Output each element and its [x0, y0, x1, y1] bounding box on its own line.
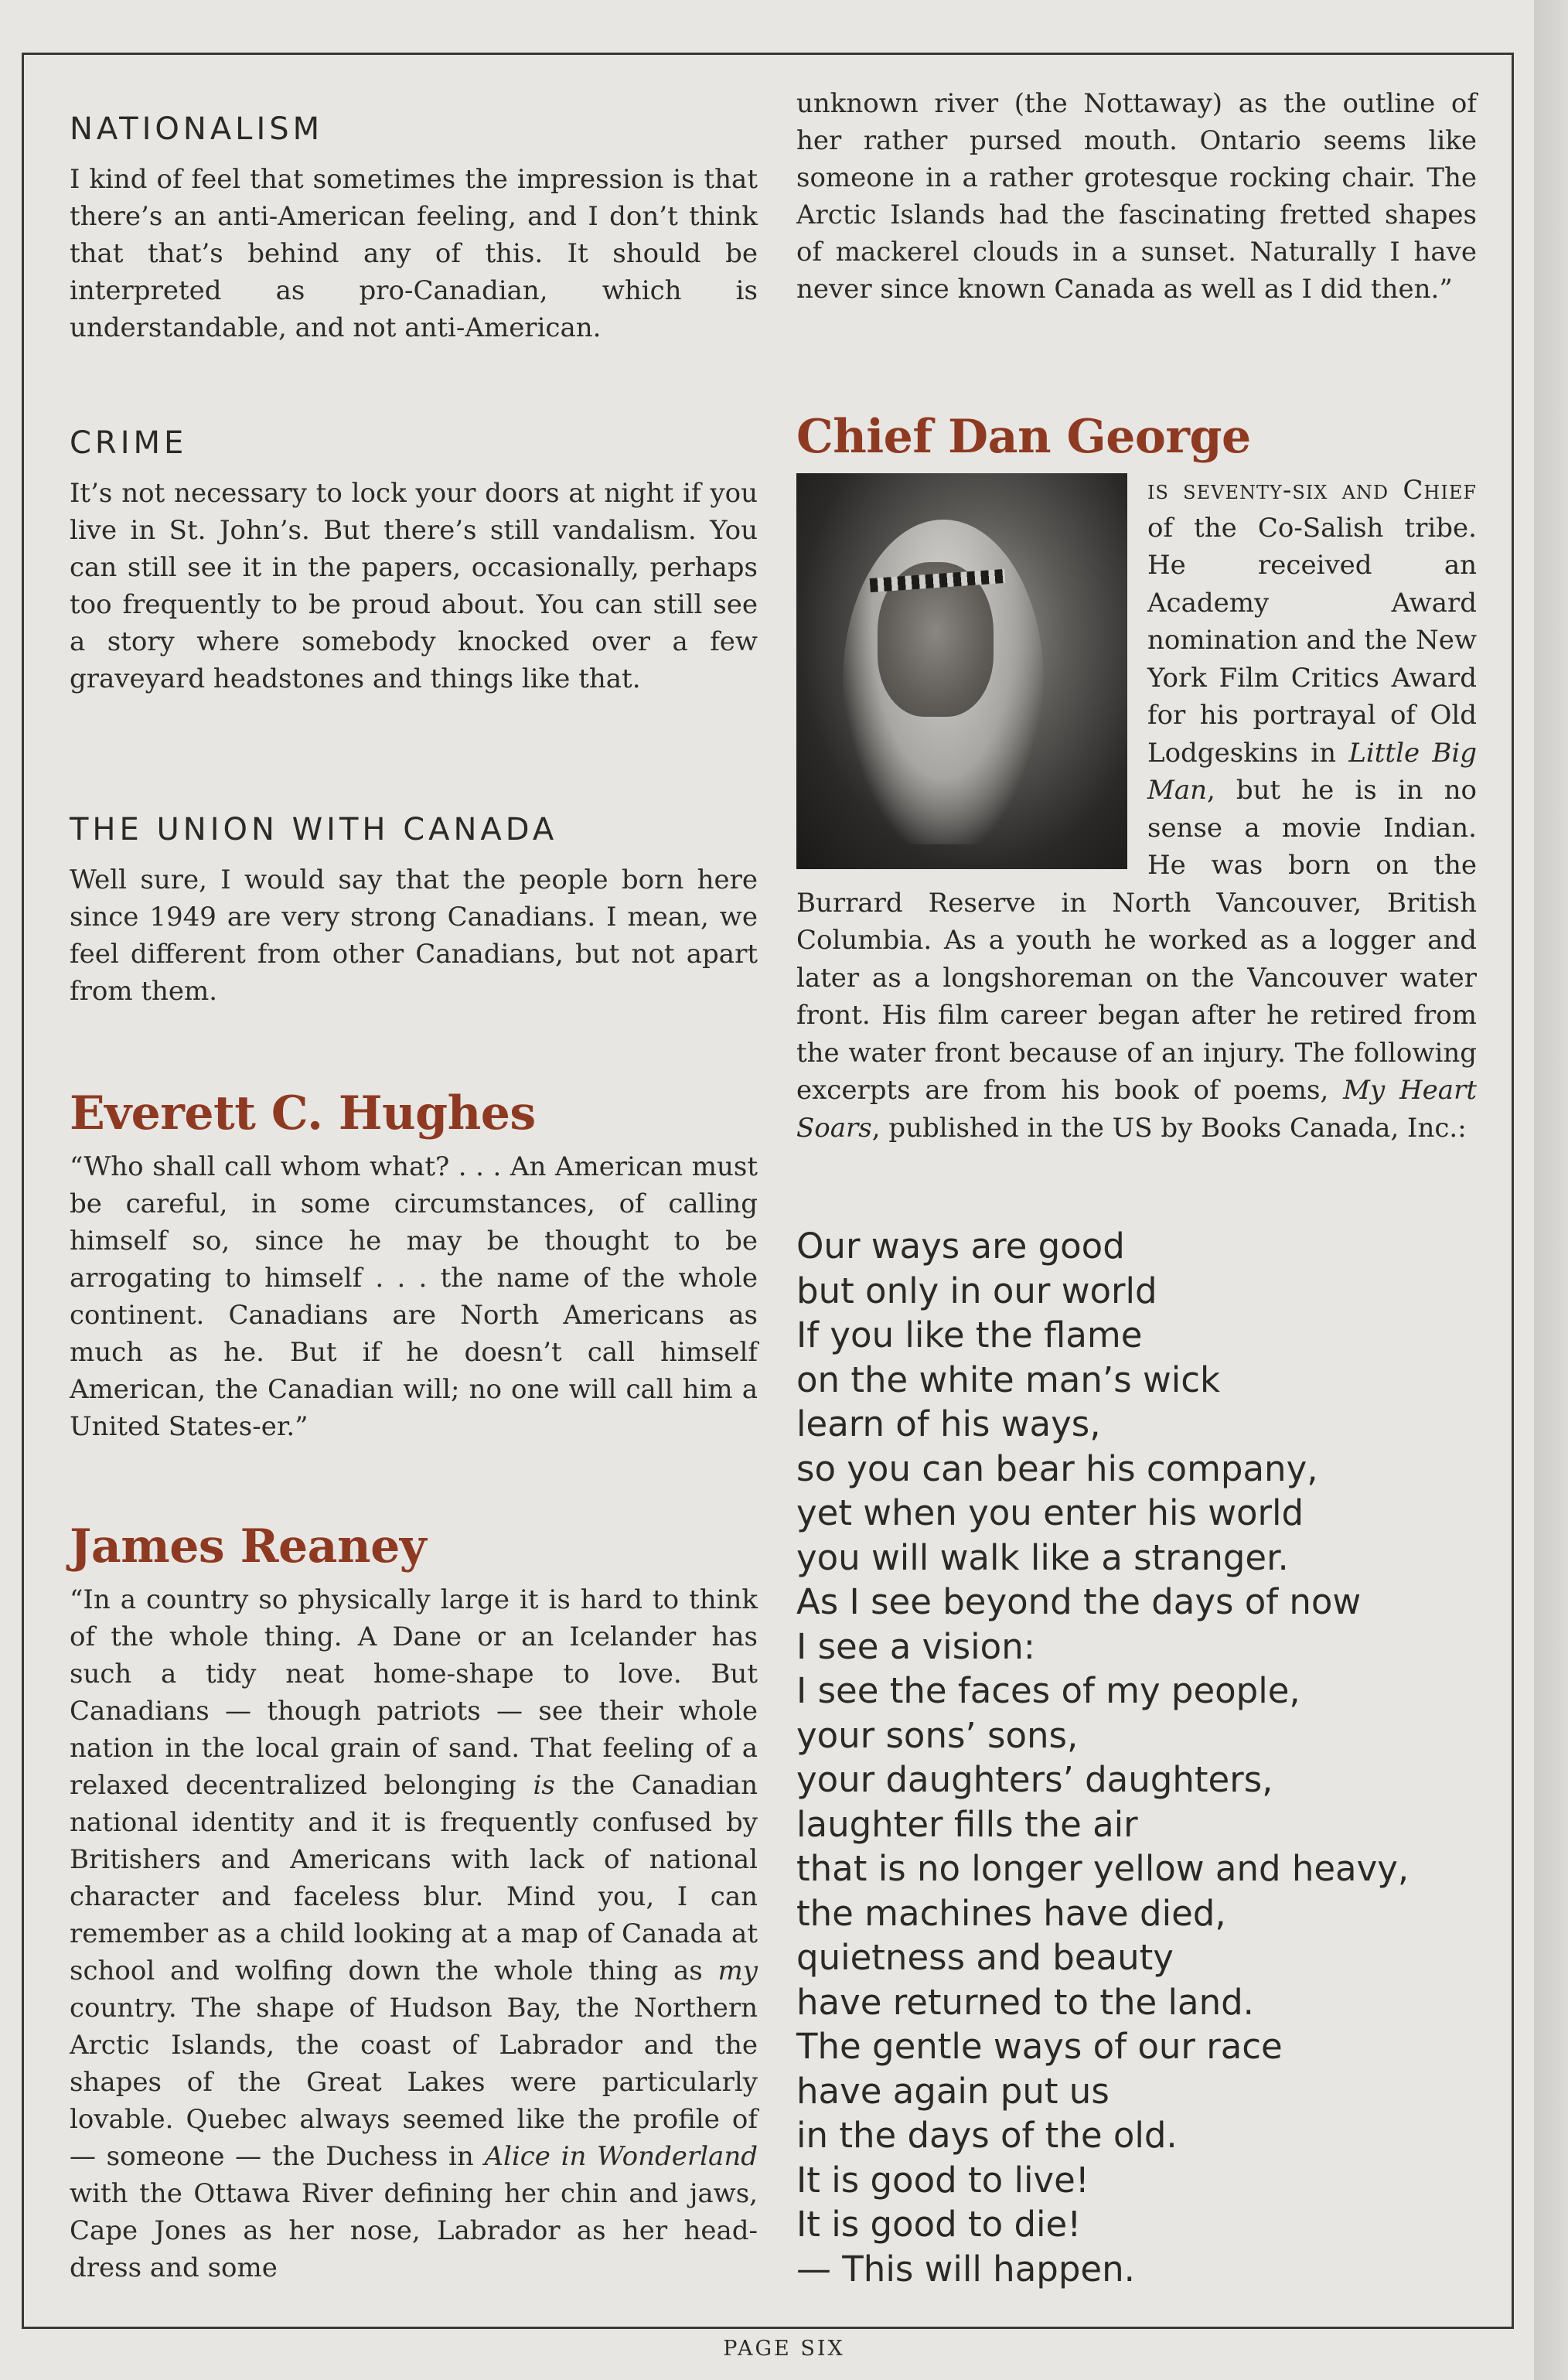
poem-line: in the days of the old. — [796, 2115, 1178, 2156]
author-name: Chief Dan George — [796, 410, 1251, 464]
poem-line: — This will happen. — [796, 2248, 1135, 2290]
bio-text: is seventy-six and Chief of the Co-Salish tribe. He received an Academy Award nomination and the New York Film Critics Award for his portrayal of Old Lodgeskins in Little Big Man, but he is in no sense a movie Indian. He was born on the Burrard Reserve in North Vancouver, British Columbia. As a youth he worked as a logger and later as a longshoreman on the Vancouver water front. His film career began after he retired from the water front because of an injury. The following excerpts are from his book of poems, My Heart Soars, published in the US by Books Canada, Inc.: — [796, 475, 1477, 1144]
poem-line: you will walk like a stranger. — [796, 1536, 1289, 1578]
poem-line: your sons’ sons, — [796, 1714, 1079, 1756]
section-text: It’s not necessary to lock your doors at night if you live in St. John’s. But there’s still vandalism. You can still see it in the papers, occasionally, perhaps too frequently to be proud about. You can still see a story where somebody knocked over a few graveyard headstones and things like that. — [70, 478, 758, 694]
section-text: I kind of feel that sometimes the impression is that there’s an anti-American feeling, and I don’t think that that’s behind any of this. It should be interpreted as pro-Canadian, which is understandable, and not anti-American. — [70, 164, 758, 343]
poem-line: yet when you enter his world — [796, 1492, 1304, 1533]
quote-text: unknown river (the Nottaway) as the outline of her rather pursed mouth. Ontario seems like someone in a rather grotesque rocking chair. The Arctic Islands had the fascinating fretted shapes of mackerel clouds in a sunset. Naturally I have never since known Canada as well as I did then.” — [796, 88, 1477, 305]
poem-line: your daughters’ daughters, — [796, 1759, 1273, 1800]
portrait-photo — [796, 473, 1127, 869]
quote-text: “Who shall call whom what? . . . An American must be careful, in some circumstances, of calling himself so, since he may be thought to be arrogating to himself . . . the name of the whole continent. Canadians are North Americans as much as he. But if he doesn’t call himself American, the Canadian will; no one will call him a United States-er.” — [70, 1151, 758, 1442]
page-edge-shadow — [1534, 0, 1568, 2380]
poem-line: I see the faces of my people, — [796, 1670, 1300, 1711]
poem-line: laughter fills the air — [796, 1803, 1138, 1845]
poem-line: have again put us — [796, 2070, 1110, 2112]
section-heading: THE UNION WITH CANADA — [70, 812, 558, 847]
section-union-with-canada — [70, 812, 758, 1010]
poem-line: I see a vision: — [796, 1625, 1035, 1667]
poem — [796, 1224, 1477, 2291]
poem-line: Our ways are good — [796, 1226, 1125, 1267]
poem-line: have returned to the land. — [796, 1981, 1254, 2023]
section-heading: CRIME — [70, 425, 188, 461]
poem-line: on the white man’s wick — [796, 1359, 1221, 1400]
poem-line: The gentle ways of our race — [796, 2026, 1283, 2067]
section-james-reaney — [70, 1519, 758, 2286]
poem-line: learn of his ways, — [796, 1403, 1101, 1444]
page-number: PAGE SIX — [723, 2337, 845, 2361]
poem-line: so you can bear his company, — [796, 1447, 1318, 1489]
section-crime — [70, 425, 758, 697]
author-name: Everett C. Hughes — [70, 1086, 536, 1141]
poem-line: It is good to die! — [796, 2204, 1082, 2245]
author-name: James Reaney — [70, 1519, 427, 1574]
quote-text: “In a country so physically large it is hard to think of the whole thing. A Dane or an Icelander has such a tidy neat home-shape to love. But Canadians — though patriots — see their whole nation in the local grain of sand. That feeling of a relaxed decentralized belonging is the Canadian national identity and it is frequently confused by Britishers and Americans with lack of national character and faceless blur. Mind you, I can remember as a child looking at a map of Canada at school and wolfing down the whole thing as my country. The shape of Hudson Bay, the Northern Arctic Islands, the coast of Labrador and the shapes of the Great Lakes were particularly lovable. Quebec always seemed like the profile of — someone — the Duchess in Alice in Wonderland with the Ottawa River defining her chin and jaws, Cape Jones as her nose, Labrador as her head-dress and some — [70, 1584, 758, 2283]
poem-line: If you like the flame — [796, 1314, 1143, 1355]
poem-line: quietness and beauty — [796, 1937, 1174, 1978]
poem-line: the machines have died, — [796, 1892, 1226, 1934]
section-nationalism — [70, 111, 758, 346]
section-everett-hughes — [70, 1086, 758, 1445]
poem-line: but only in our world — [796, 1270, 1157, 1311]
poem-line: It is good to live! — [796, 2159, 1089, 2201]
section-heading: NATIONALISM — [70, 111, 324, 147]
section-chief-dan-george — [796, 410, 1477, 2291]
reaney-quote-continued — [796, 85, 1477, 308]
section-text: Well sure, I would say that the people born here since 1949 are very strong Canadians. I mean, we feel different from other Canadians, but not apart from them. — [70, 864, 758, 1007]
poem-line: As I see beyond the days of now — [796, 1581, 1362, 1622]
poem-line: that is no longer yellow and heavy, — [796, 1848, 1409, 1889]
